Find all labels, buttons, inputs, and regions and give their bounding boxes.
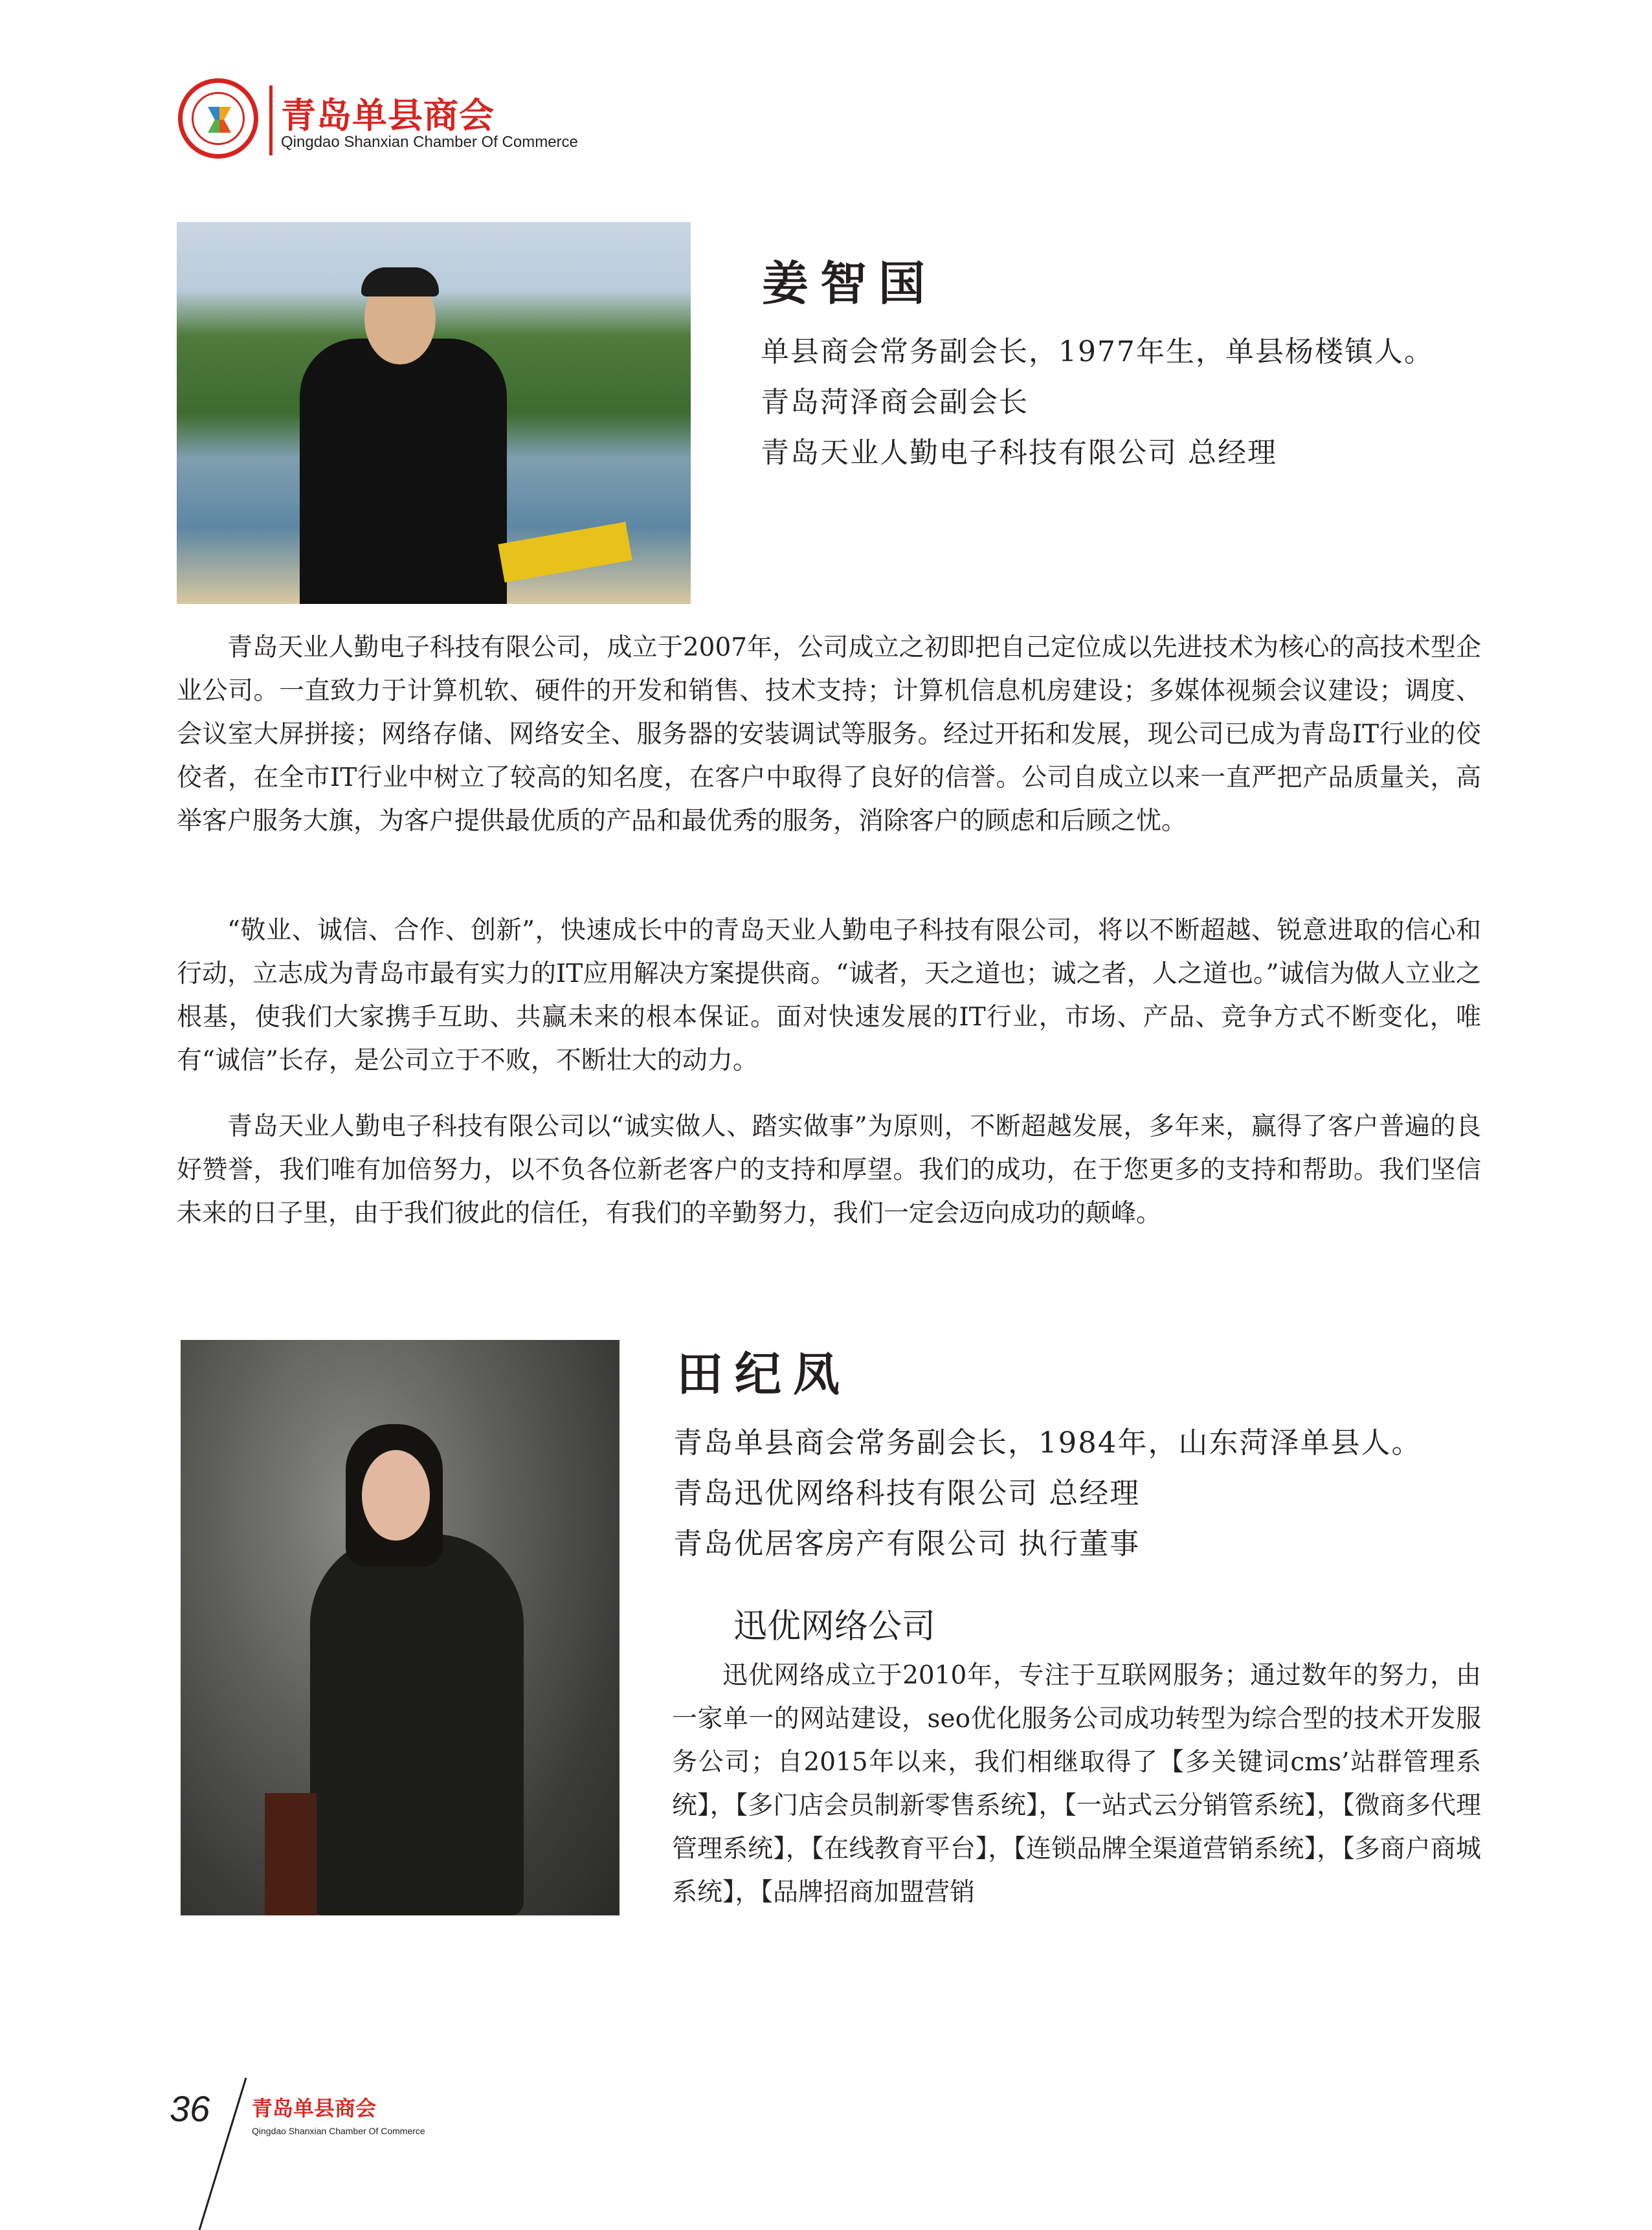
brand-name-en: Qingdao Shanxian Chamber Of Commerce: [281, 133, 578, 151]
bio-line: 单县商会常务副会长，1977年生，单县杨楼镇人。: [761, 335, 1434, 368]
portrait-photo-jiang: [177, 222, 691, 604]
bio-line: 青岛单县商会常务副会长，1984年，山东菏泽单县人。: [673, 1425, 1422, 1460]
bio-line: 青岛天业人勤电子科技有限公司 总经理: [761, 436, 1277, 469]
profile-name: 姜智国: [762, 256, 937, 311]
section-title: 迅优网络公司: [733, 1607, 936, 1646]
bio-line: 青岛菏泽商会副会长: [761, 386, 1029, 419]
profile-bio: [673, 1418, 1422, 1569]
chamber-logo: [178, 78, 258, 159]
company-paragraph: 青岛天业人勤电子科技有限公司，成立于2007年，公司成立之初即把自己定位成以先进技术为核心的高技术型企业公司。一直致力于计算机软、硬件的开发和销售、技术支持；计算机信息机房建设；多媒体视频会议建设；调度、会议室大屏拼接；网络存储、网络安全、服务器的安装调试等服务。经过开拓和发展，现公司已成为青岛IT行业的佼佼者，在全市IT行业中树立了较高的知名度，在客户中取得了良好的信誉。公司自成立以来一直严把产品质量关，高举客户服务大旗，为客户提供最优质的产品和最优秀的服务，消除客户的顾虑和后顾之忧。: [177, 633, 1481, 836]
profile-bio: [761, 327, 1434, 478]
header-divider: [269, 85, 273, 155]
bio-line: 青岛优居客房产有限公司 执行董事: [673, 1526, 1141, 1561]
footer-slash: [194, 2075, 252, 2230]
bio-line: 青岛迅优网络科技有限公司 总经理: [673, 1476, 1141, 1510]
brand-name-cn: 青岛单县商会: [281, 95, 495, 136]
page-number: 36: [170, 2088, 210, 2129]
footer-brand-en: Qingdao Shanxian Chamber Of Commerce: [252, 2126, 425, 2136]
company-paragraph: 青岛天业人勤电子科技有限公司以“诚实做人、踏实做事”为原则，不断超越发展，多年来，赢得了客户普遍的良好赞誉，我们唯有加倍努力，以不负各位新老客户的支持和厚望。我们的成功，在于您更多的支持和帮助。我们坚信未来的日子里，由于我们彼此的信任，有我们的辛勤努力，我们一定会迈向成功的颠峰。: [177, 1112, 1481, 1228]
company-paragraph: “敬业、诚信、合作、创新”，快速成长中的青岛天业人勤电子科技有限公司，将以不断超越、锐意进取的信心和行动，立志成为青岛市最有实力的IT应用解决方案提供商。“诚者，天之道也；诚之者，人之道也。”诚信为做人立业之根基，使我们大家携手互助、共赢未来的根本保证。面对快速发展的IT行业，市场、产品、竞争方式不断变化，唯有“诚信”长存，是公司立于不败，不断壮大的动力。: [177, 916, 1481, 1075]
profile-name: 田纪凤: [676, 1346, 852, 1401]
company-paragraph: 迅优网络成立于2010年，专注于互联网服务；通过数年的努力，由一家单一的网站建设，seo优化服务公司成功转型为综合型的技术开发服务公司；自2015年以来，我们相继取得了【多关键词cms’站群管理系统】，【多门店会员制新零售系统】，【一站式云分销管系统】，【微商多代理管理系统】，【在线教育平台】，【连锁品牌全渠道营销系统】，【多商户商城系统】，【品牌招商加盟营销: [672, 1661, 1481, 1907]
footer-brand-cn: 青岛单县商会: [252, 2096, 377, 2121]
portrait-photo-tian: [181, 1340, 620, 1915]
